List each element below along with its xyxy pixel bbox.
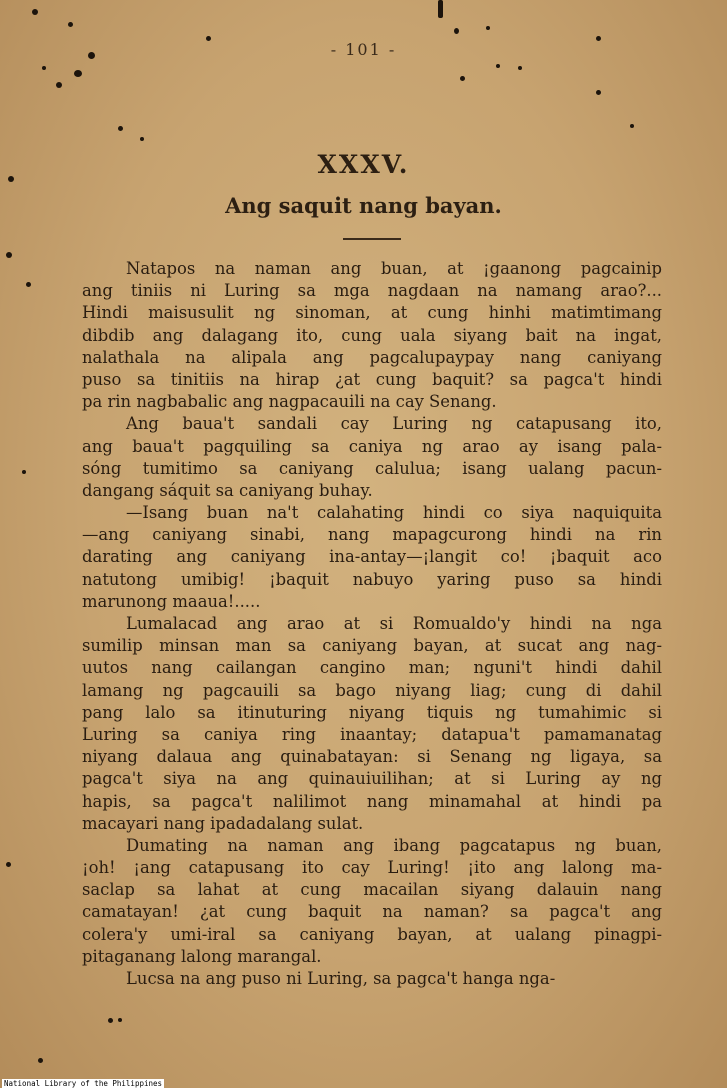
text-line: Ang baua't sandali cay Luring ng catapusang ito, [126, 414, 662, 434]
paragraph [82, 413, 662, 502]
chapter-heading: XXXV. [317, 150, 410, 179]
text-line: ang baua't pagquiling sa caniya ng arao ay isang pala- [82, 436, 662, 456]
text-line: niyang dalaua ang quinabatayan: si Senang ng ligaya, sa [82, 747, 662, 767]
ink-spot [496, 64, 500, 68]
chapter-title: Ang saquit nang bayan. [225, 193, 502, 218]
text-line: Hindi maisusulit ng sinoman, at cung hinhi matimtimang [82, 303, 662, 323]
ink-spot [486, 26, 490, 30]
footer-credit: National Library of the Philippines [4, 1079, 163, 1088]
ink-spot [32, 9, 38, 15]
text-line: pitaganang lalong marangal. [82, 946, 322, 966]
text-line: sumilip minsan man sa caniyang bayan, at sucat ang nag- [82, 636, 662, 656]
ink-spot [118, 1018, 122, 1022]
text-line: —Isang buan na't calahating hindi co siya naquiquita [126, 503, 662, 523]
ink-spot [460, 76, 465, 81]
ink-spot [108, 1018, 113, 1023]
text-line: Dumating na naman ang ibang pagcatapus ng buan, [126, 835, 662, 855]
ink-spot [38, 1058, 43, 1063]
body-text [82, 258, 662, 990]
ink-spot [140, 137, 144, 141]
text-line: pagca't siya na ang quinauiuilihan; at si Luring ay ng [82, 769, 662, 789]
text-line: pa rin nagbabalic ang nagpacauili na cay Senang. [82, 392, 497, 412]
ink-spot [74, 70, 82, 77]
text-line: ¡oh! ¡ang catapusang ito cay Luring! ¡ito ang lalong ma- [82, 858, 662, 878]
text-line: dibdib ang dalagang ito, cung uala siyang bait na ingat, [82, 325, 662, 345]
text-line: —ang caniyang sinabi, nang mapagcurong hindi na rin [82, 525, 662, 545]
ink-spot [22, 470, 26, 474]
text-line: Lumalacad ang arao at si Romualdo'y hindi na nga [126, 614, 662, 633]
text-line: pang lalo sa itinuturing niyang tiquis ng tumahimic si [82, 702, 662, 722]
page-number: - 101 - [330, 40, 397, 59]
title-divider [343, 238, 401, 240]
text-line: ang tiniis ni Luring sa mga nagdaan na namang arao?... [82, 281, 662, 301]
text-line: Luring sa caniya ring inaantay; datapua't pamamanatag [82, 724, 662, 744]
ink-spot [68, 22, 73, 27]
paragraph [82, 613, 662, 835]
text-line: dangang sáquit sa caniyang buhay. [82, 480, 373, 500]
paragraph [82, 502, 662, 613]
text-line: macayari nang ipadadalang sulat. [82, 813, 364, 833]
text-line: marunong maaua!..... [82, 591, 261, 611]
ink-spot [56, 82, 62, 88]
text-line: uutos nang cailangan canginо man; nguni't hindi dahil [82, 658, 662, 678]
text-line: lamang ng pagcauili sa bago niyang liag; cung di dahil [82, 680, 662, 700]
paragraph [82, 968, 662, 990]
ink-spot [118, 126, 123, 131]
text-line: natutong umibig! ¡baquit nabuyo yaring puso sa hindi [82, 569, 662, 589]
text-line: saclap sa lahat at cung macailan siyang dalauin nang [82, 880, 662, 900]
ink-spot [438, 0, 443, 18]
text-line: puso sa tinitiis na hirap ¿at cung baquit? sa pagca't hindi [82, 369, 662, 389]
text-line: Natapos na naman ang buan, at ¡gaanong pagcainip [126, 259, 662, 278]
ink-spot [6, 862, 11, 867]
text-line: darating ang caniyang ina-antay—¡langit co! ¡baquit aco [82, 547, 662, 567]
text-line: nalathala na alipala ang pagcalupaypay nang caniyang [82, 347, 662, 367]
text-line: sóng tumitimo sa caniyang calulua; isang ualang pacun- [82, 458, 662, 478]
text-line: camatayan! ¿at cung baquit na naman? sa pagca't ang [82, 902, 662, 922]
ink-spot [26, 282, 31, 287]
text-line: colera'y umi-iral sa caniyang bayan, at ualang pinagpi- [82, 924, 662, 944]
text-line: Lucsa na ang puso ni Luring, sa pagca't hanga nga- [126, 969, 556, 988]
paragraph [82, 835, 662, 968]
ink-spot [596, 90, 601, 95]
text-line: hapis, sa pagca't nalilimot nang minamahal at hindi pa [82, 791, 662, 811]
ink-spot [454, 28, 459, 34]
ink-spot [630, 124, 634, 128]
ink-spot [6, 252, 12, 258]
paragraph [82, 258, 662, 413]
ink-spot [42, 66, 46, 70]
ink-spot [518, 66, 522, 70]
